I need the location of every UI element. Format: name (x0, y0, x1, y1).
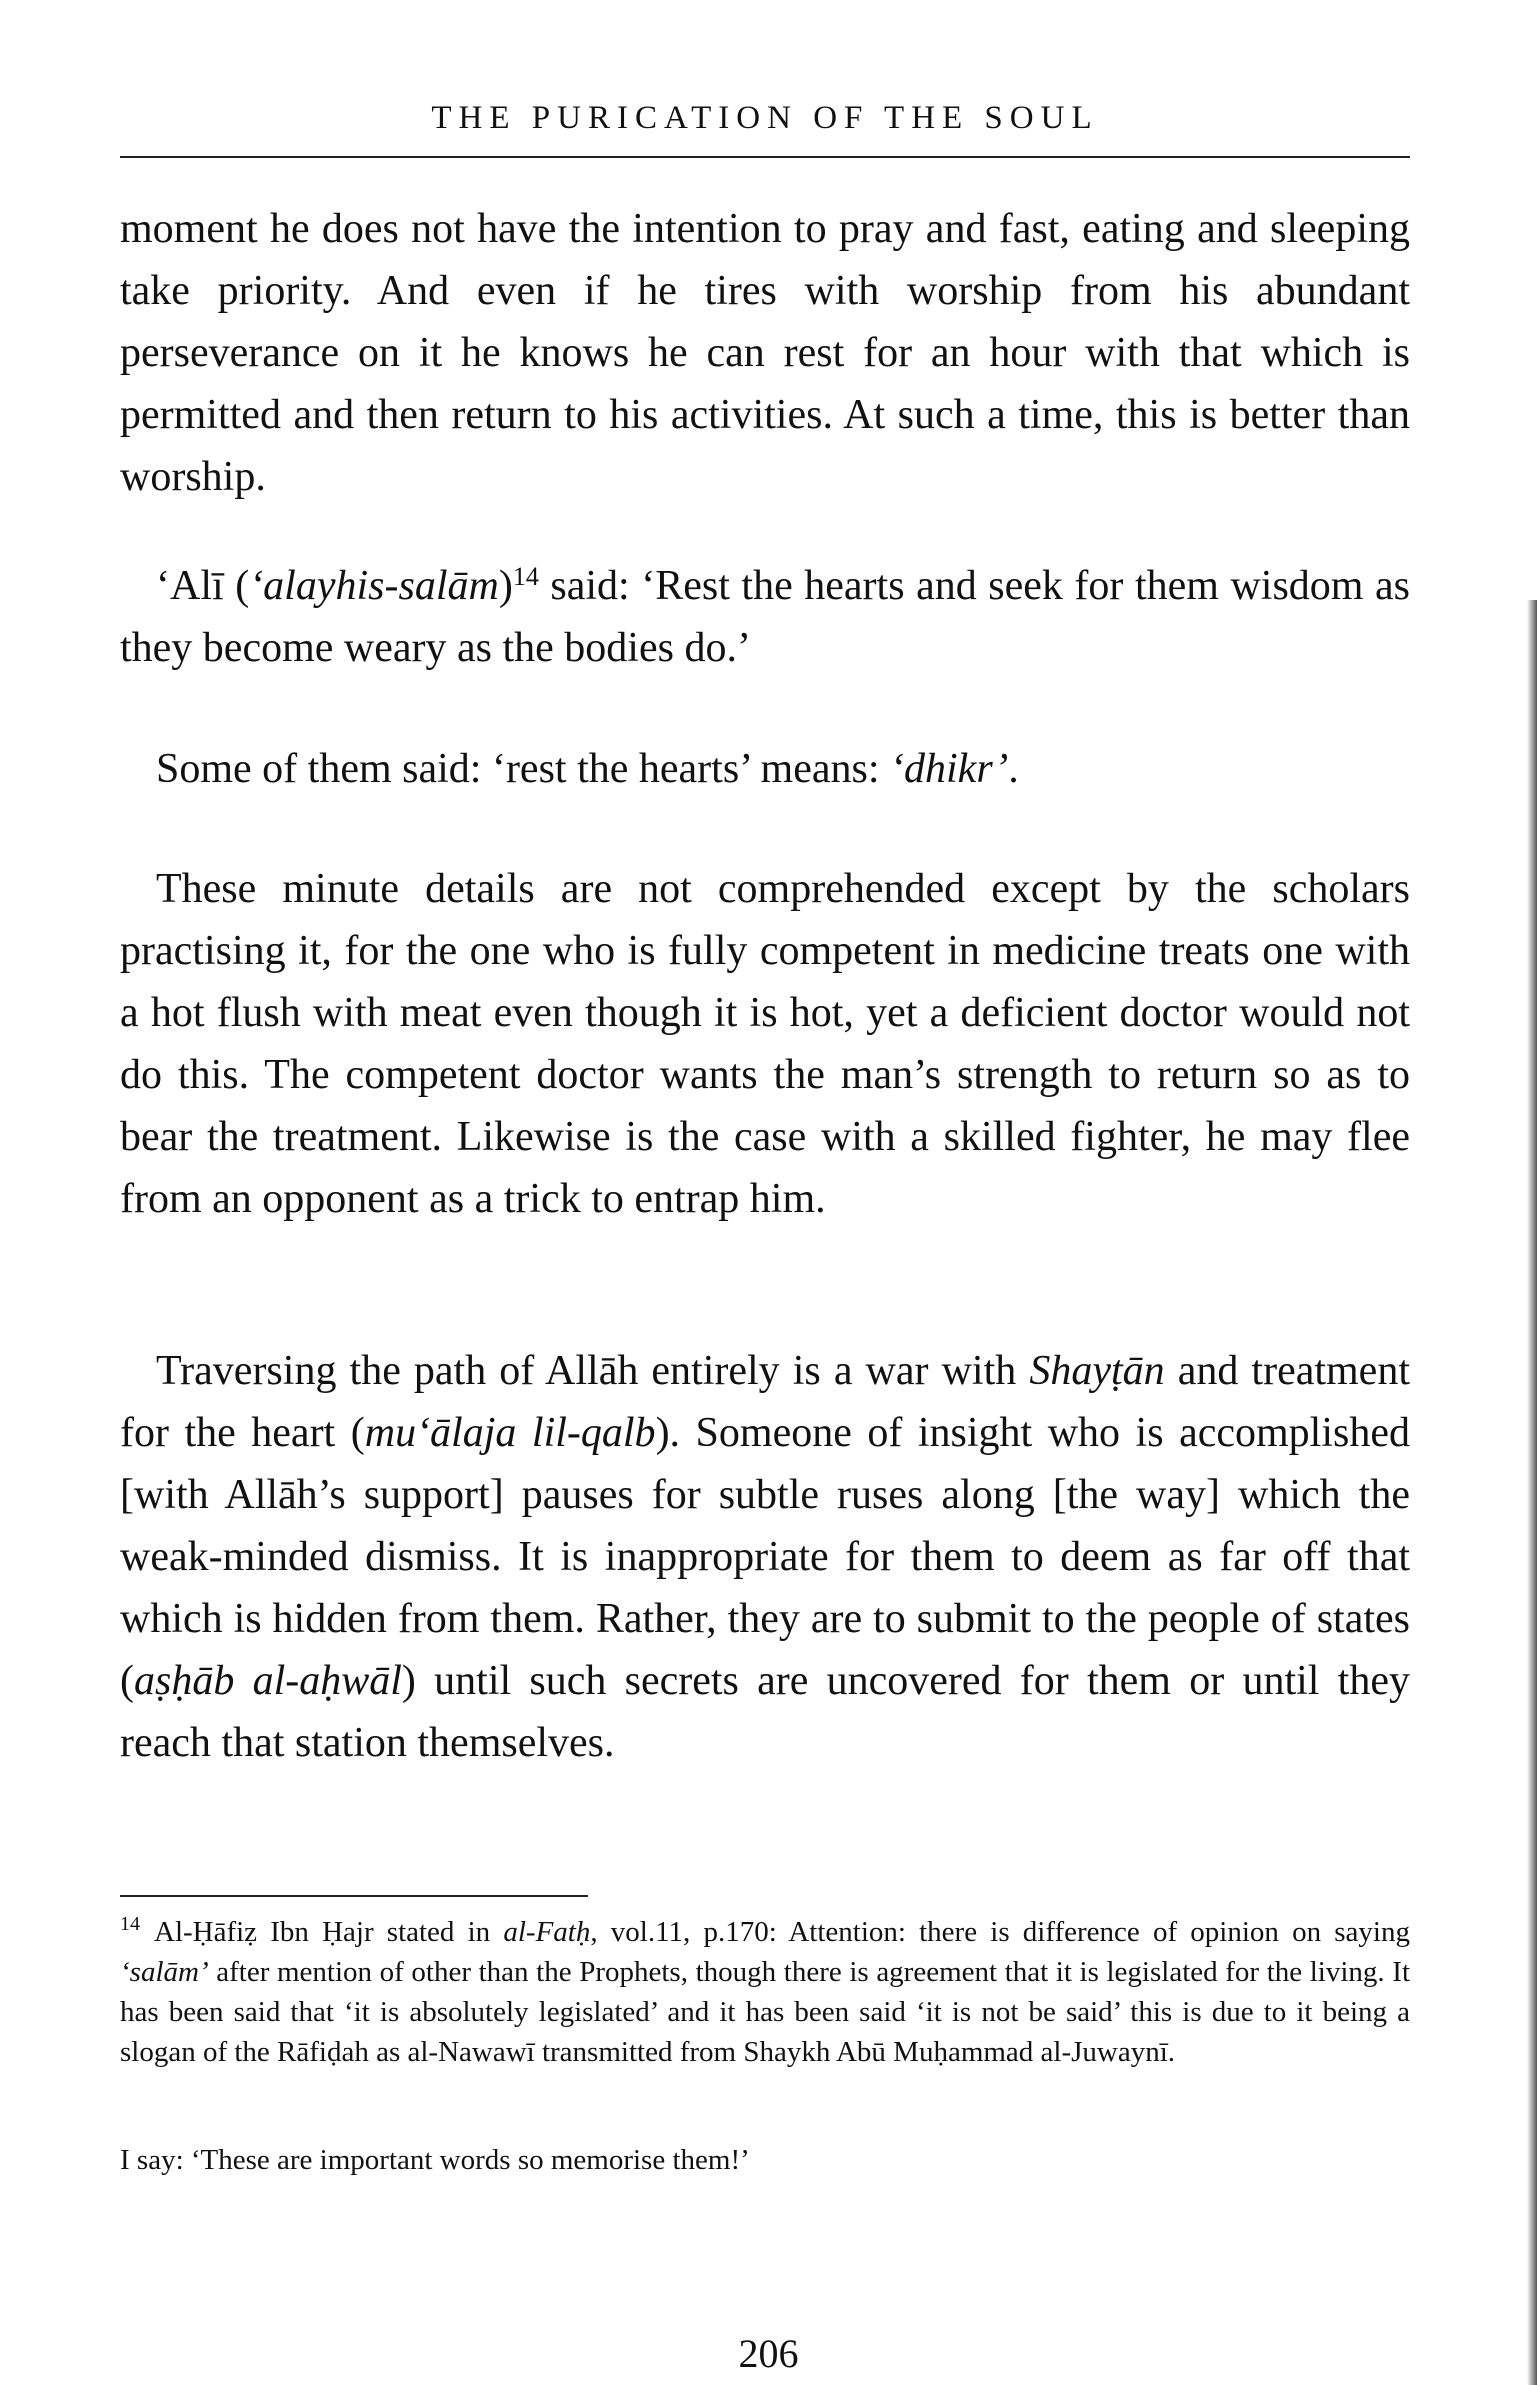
footnote-14-source-title: al-Fatḥ (503, 1916, 591, 1948)
footnote-reference-14[interactable]: 14 (512, 562, 539, 591)
paragraph-5-part-c: ). Someone of insight who is accomplished [with Allāh’s support] pauses for subtle ruses along [the way] which the weak-minded dismiss. It is inappropriate for them to deem as far off that which is hidden from them. Rather, they are to submit to the people of states ( (120, 1410, 1410, 1704)
paragraph-5-term-mualaja: mu‘ālaja lil-qalb (364, 1410, 656, 1456)
footnote-14-addendum-text: I say: ‘These are important words so memorise them!’ (120, 2144, 750, 2176)
page-edge-shadow (1527, 600, 1537, 2385)
paragraph-5 (120, 1340, 1410, 1774)
paragraph-2 (120, 555, 1410, 679)
footnote-14-part-a: Al-Ḥāfiẓ Ibn Ḥajr stated in (154, 1916, 504, 1948)
footnote-14-part-c: after mention of other than the Prophets, though there is agreement that it is legislated for the living. It has been said that ‘it is absolutely legislated’ and it has been said ‘it is not be said’ this is due to it being a slogan of the Rāfiḍah as al-Nawawī transmitted from Shaykh Abū Muḥammad al-Juwaynī. (120, 1956, 1410, 2068)
paragraph-2-start: ‘Alī ( (156, 563, 250, 609)
paragraph-5-part-a: Traversing the path of Allāh entirely is a war with (156, 1348, 1030, 1394)
paragraph-3-arabic-term: ‘dhikr’ (890, 746, 1009, 792)
footnote-separator-rule (120, 1895, 588, 1897)
footnote-14-addendum (120, 2140, 1410, 2180)
paragraph-5-term-ashab: aṣḥāb al-aḥwāl (134, 1658, 402, 1704)
paragraph-5-term-shaytan: Shayṭān (1029, 1348, 1165, 1394)
footnote-14 (120, 1912, 1410, 2072)
paragraph-4-text: These minute details are not comprehended except by the scholars practising it, for the one who is fully competent in medicine treats one with a hot flush with meat even though it is hot, yet a deficient doctor would not do this. The competent doctor wants the man’s strength to return so as to bear the treatment. Likewise is the case with a skilled fighter, he may flee from an opponent as a trick to entrap him. (120, 866, 1410, 1222)
paragraph-3-end: . (1008, 746, 1019, 792)
footnote-14-part-b: , vol.11, p.170: Attention: there is difference of opinion on saying (590, 1916, 1410, 1948)
paragraph-5-part-d: ) until such secrets are uncovered for them or until they reach that station themselves. (120, 1658, 1410, 1766)
footnote-14-term-salam: ‘salām’ (120, 1956, 209, 1988)
paragraph-2-close: ) (498, 563, 513, 609)
running-header-title: THE PURICATION OF THE SOUL (431, 100, 1099, 136)
paragraph-1-text: moment he does not have the intention to pray and fast, eating and sleeping take priority. And even if he tires with worship from his abundant perseverance on it he knows he can rest for an hour with that which is permitted and then return to his activities. At such a time, this is better than worship. (120, 206, 1410, 500)
paragraph-3-start: Some of them said: ‘rest the hearts’ means: (156, 746, 891, 792)
page-number: 206 (738, 2331, 799, 2376)
header-rule (120, 156, 1410, 158)
paragraph-2-arabic-term: ‘alayhis-salām (249, 563, 499, 609)
paragraph-3 (120, 738, 1410, 800)
paragraph-2-rest: said: ‘Rest the hearts and seek for them wisdom as they become weary as the bodies do.’ (120, 563, 1410, 671)
footnote-14-marker: 14 (120, 1913, 140, 1935)
paragraph-1 (120, 198, 1410, 508)
paragraph-4 (120, 858, 1410, 1230)
paragraph-5-part-b: and treatment for the heart ( (120, 1348, 1410, 1456)
